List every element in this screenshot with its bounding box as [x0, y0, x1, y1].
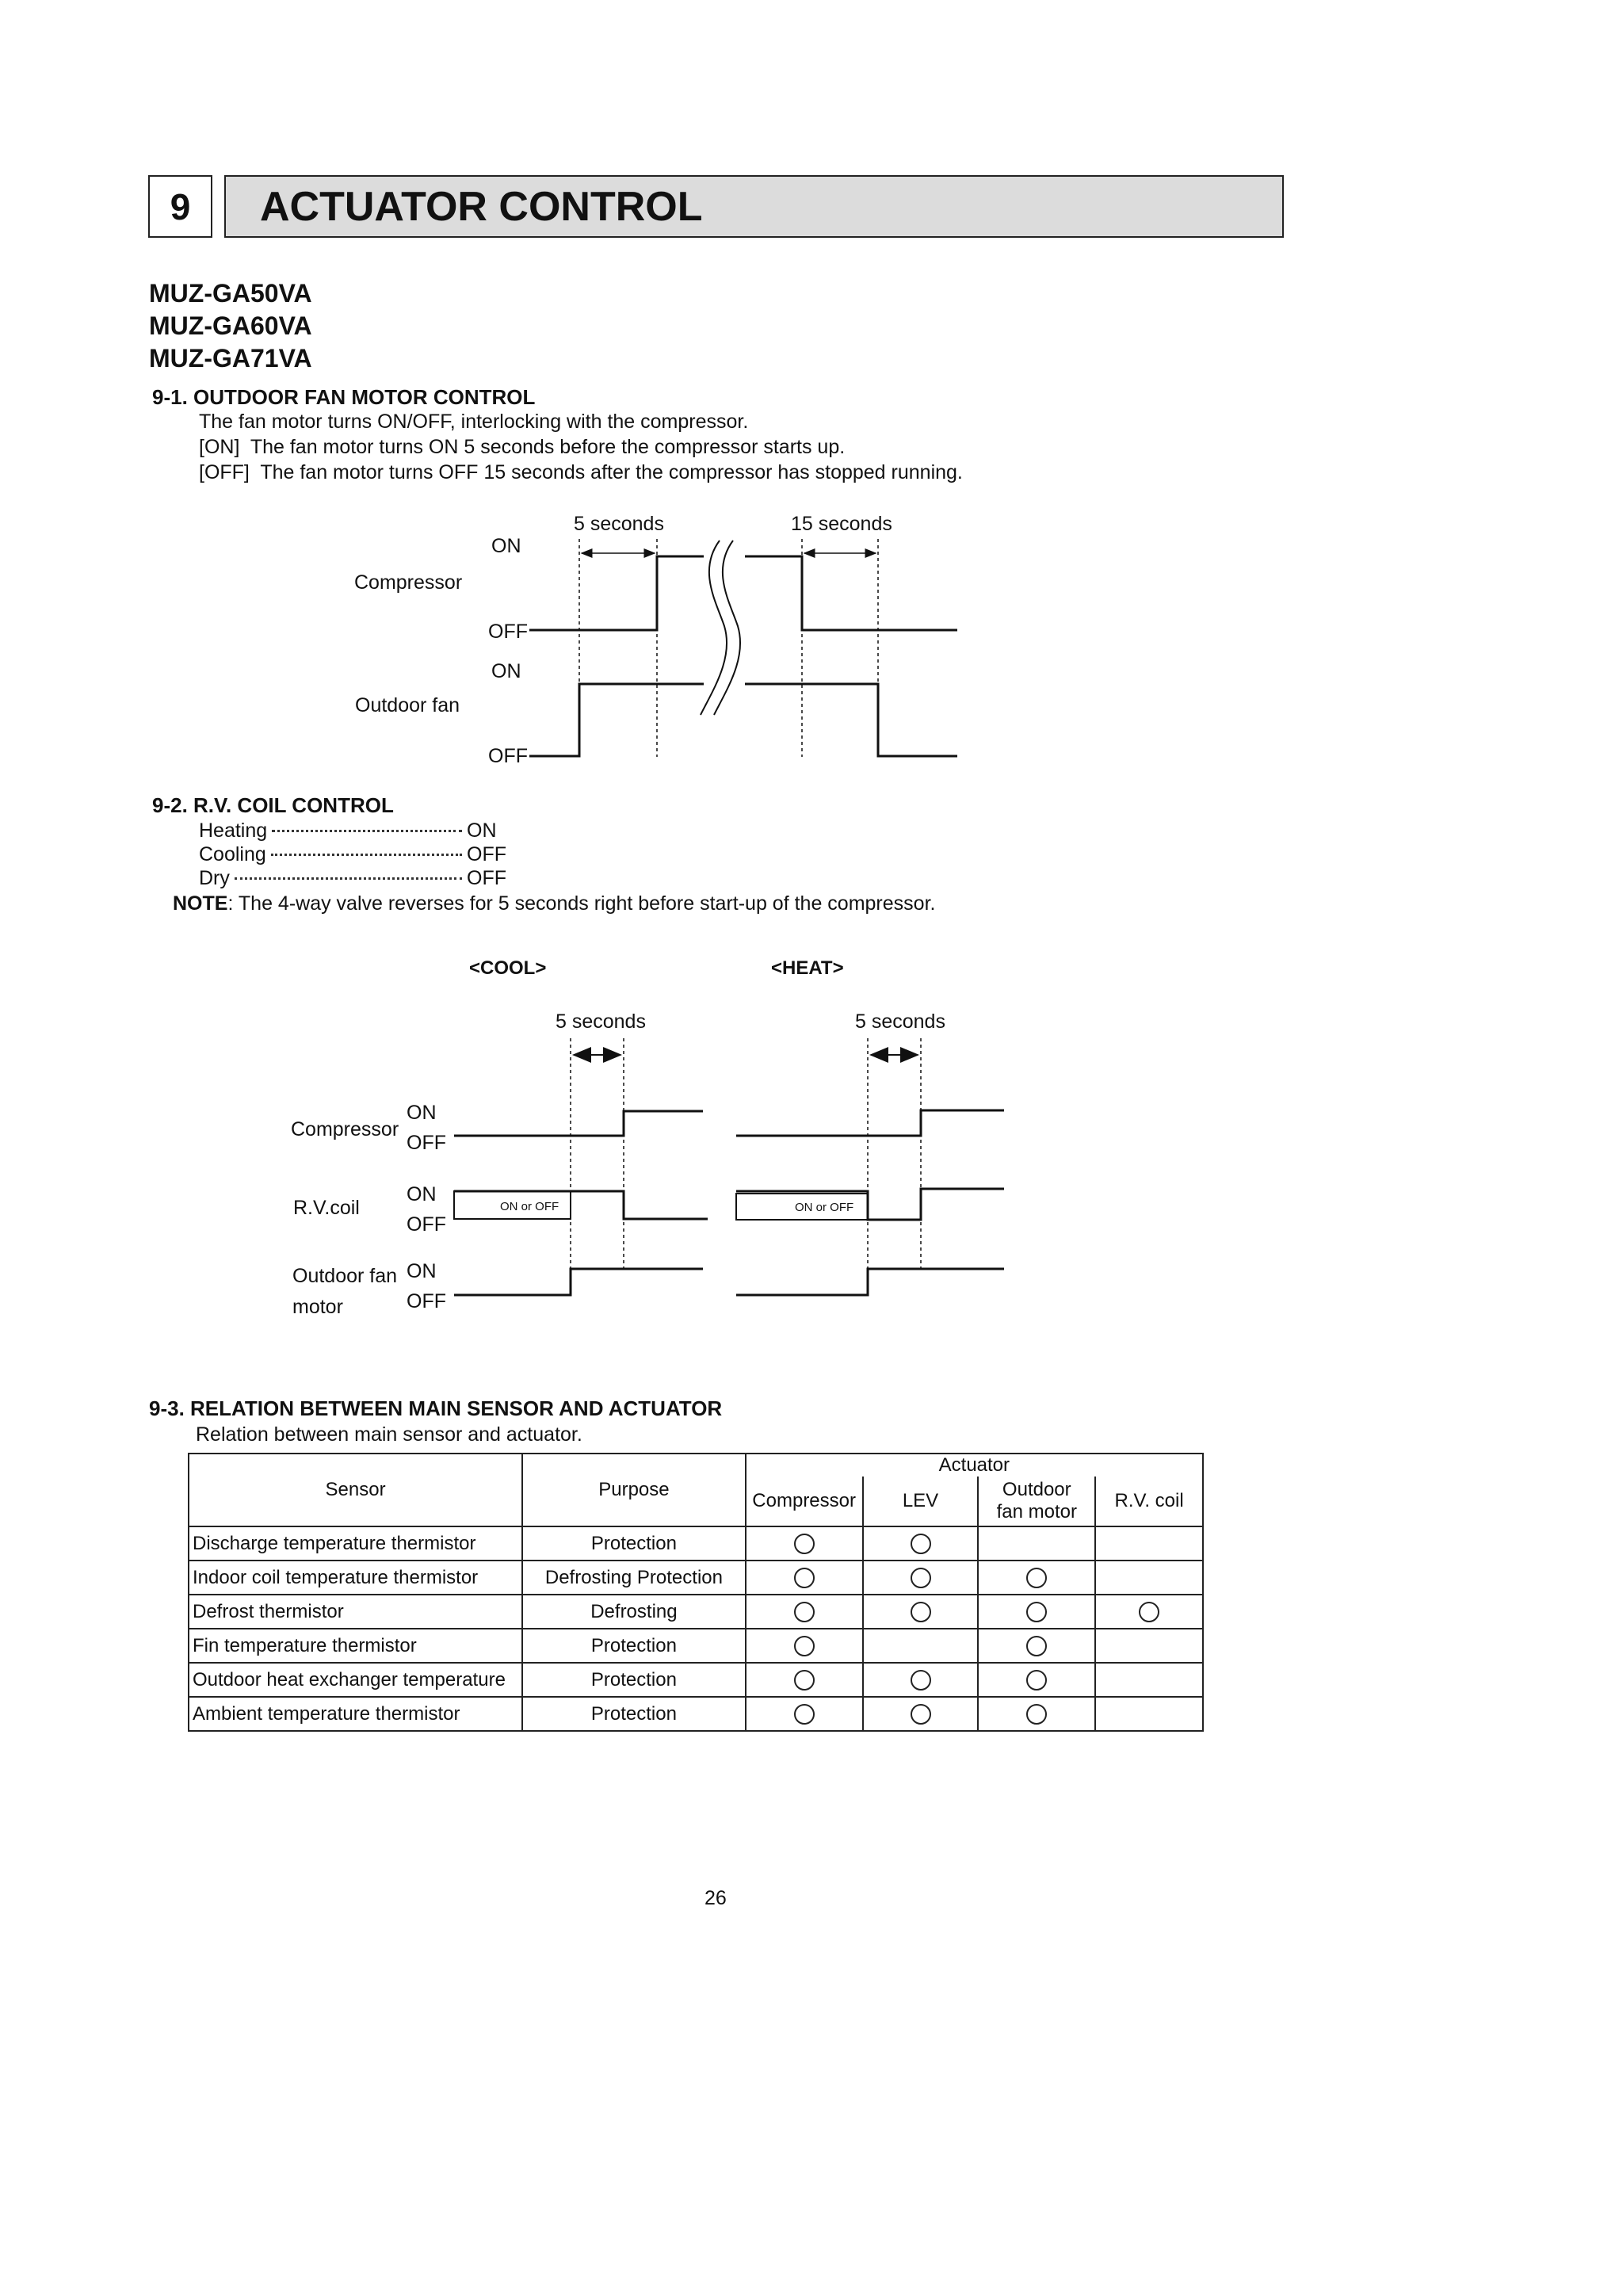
sensor-actuator-table: [188, 1453, 1204, 1732]
mode-label: Dry: [199, 867, 230, 889]
actuator-cell: [863, 1526, 979, 1561]
sensor-cell: Ambient temperature thermistor: [189, 1697, 522, 1731]
actuator-cell: [978, 1697, 1095, 1731]
header-fan-line1: Outdoor: [1002, 1479, 1071, 1500]
sensor-cell: Defrost thermistor: [189, 1595, 522, 1629]
table-row: [189, 1697, 1203, 1731]
table-row: [189, 1663, 1203, 1697]
actuator-cell: [1095, 1526, 1203, 1561]
actuator-cell: [978, 1629, 1095, 1663]
circle-mark-icon: [1026, 1602, 1047, 1622]
label-compressor-on: ON: [491, 535, 521, 557]
model-name: MUZ-GA50VA: [149, 279, 312, 308]
text-line: [OFF] The fan motor turns OFF 15 seconds after the compressor has stopped running.: [199, 461, 963, 483]
heading-9-3: 9-3. RELATION BETWEEN MAIN SENSOR AND ACTUATOR: [149, 1396, 723, 1420]
heading-9-2: 9-2. R.V. COIL CONTROL: [152, 793, 394, 817]
sensor-cell: Discharge temperature thermistor: [189, 1526, 522, 1561]
table-row: [189, 1561, 1203, 1595]
table-row: [189, 1526, 1203, 1561]
label-on-or-off: ON or OFF: [795, 1201, 854, 1214]
actuator-cell: [863, 1629, 979, 1663]
actuator-cell: [863, 1697, 979, 1731]
circle-mark-icon: [1026, 1704, 1047, 1725]
circle-mark-icon: [911, 1704, 931, 1725]
label-cool-seconds: 5 seconds: [556, 1010, 646, 1033]
purpose-cell: Protection: [522, 1526, 746, 1561]
label-heat-seconds: 5 seconds: [855, 1010, 945, 1033]
actuator-cell: [1095, 1629, 1203, 1663]
circle-mark-icon: [794, 1636, 815, 1656]
label-on-or-off: ON or OFF: [500, 1200, 559, 1213]
header-actuator: Actuator: [746, 1454, 1203, 1477]
header-lev: LEV: [863, 1477, 979, 1526]
circle-mark-icon: [794, 1534, 815, 1554]
label-rv-coil: R.V.coil: [293, 1197, 360, 1219]
purpose-cell: Protection: [522, 1663, 746, 1697]
circle-mark-icon: [794, 1568, 815, 1588]
actuator-cell: [978, 1595, 1095, 1629]
actuator-cell: [746, 1697, 863, 1731]
actuator-cell: [863, 1595, 979, 1629]
sensor-cell: Outdoor heat exchanger temperature: [189, 1663, 522, 1697]
actuator-cell: [1095, 1697, 1203, 1731]
circle-mark-icon: [911, 1602, 931, 1622]
circle-mark-icon: [1139, 1602, 1159, 1622]
label-motor: motor: [292, 1296, 343, 1318]
actuator-cell: [863, 1561, 979, 1595]
section-title: ACTUATOR CONTROL: [224, 175, 1284, 238]
actuator-cell: [978, 1526, 1095, 1561]
label-compressor-off: OFF: [488, 621, 528, 643]
circle-mark-icon: [1026, 1670, 1047, 1690]
actuator-cell: [746, 1595, 863, 1629]
sensor-cell: Indoor coil temperature thermistor: [189, 1561, 522, 1595]
label-fan-on: ON: [407, 1260, 437, 1282]
actuator-cell: [863, 1663, 979, 1697]
sensor-cell: Fin temperature thermistor: [189, 1629, 522, 1663]
actuator-cell: [1095, 1663, 1203, 1697]
mode-value: OFF: [467, 843, 506, 865]
circle-mark-icon: [794, 1670, 815, 1690]
model-name: MUZ-GA60VA: [149, 311, 312, 340]
actuator-cell: [746, 1629, 863, 1663]
actuator-cell: [746, 1561, 863, 1595]
purpose-cell: Protection: [522, 1697, 746, 1731]
heading-9-1: 9-1. OUTDOOR FAN MOTOR CONTROL: [152, 385, 536, 409]
actuator-cell: [746, 1526, 863, 1561]
header-outdoor-fan-motor: [978, 1477, 1095, 1526]
circle-mark-icon: [911, 1670, 931, 1690]
header-compressor: Compressor: [746, 1477, 863, 1526]
circle-mark-icon: [1026, 1636, 1047, 1656]
text-line: [ON] The fan motor turns ON 5 seconds before the compressor starts up.: [199, 436, 846, 458]
text-line: The fan motor turns ON/OFF, interlocking with the compressor.: [199, 411, 749, 433]
label-cool: <COOL>: [469, 957, 547, 979]
circle-mark-icon: [1026, 1568, 1047, 1588]
actuator-cell: [746, 1663, 863, 1697]
label-compressor-on: ON: [407, 1102, 437, 1124]
mode-label: Heating: [199, 819, 268, 842]
circle-mark-icon: [794, 1602, 815, 1622]
table-header-row: [189, 1454, 1203, 1477]
purpose-cell: Defrosting: [522, 1595, 746, 1629]
label-rv-on: ON: [407, 1183, 437, 1205]
label-outdoor-fan: Outdoor fan: [355, 694, 460, 716]
actuator-cell: [1095, 1561, 1203, 1595]
note-label: NOTE: [173, 892, 228, 915]
label-compressor-off: OFF: [407, 1132, 446, 1154]
label-15-seconds: 15 seconds: [791, 513, 892, 535]
circle-mark-icon: [911, 1534, 931, 1554]
table-row: [189, 1629, 1203, 1663]
actuator-cell: [1095, 1595, 1203, 1629]
section-number: 9: [148, 175, 212, 238]
label-fan-on: ON: [491, 660, 521, 682]
circle-mark-icon: [794, 1704, 815, 1725]
label-heat: <HEAT>: [771, 957, 844, 979]
mode-value: OFF: [467, 867, 506, 889]
label-compressor: Compressor: [291, 1118, 399, 1140]
page-number: 26: [704, 1887, 727, 1909]
label-fan-off: OFF: [407, 1290, 446, 1312]
circle-mark-icon: [911, 1568, 931, 1588]
header-purpose: Purpose: [522, 1454, 746, 1526]
model-name: MUZ-GA71VA: [149, 344, 312, 372]
mode-label: Cooling: [199, 843, 266, 865]
table-intro: Relation between main sensor and actuator.: [196, 1423, 582, 1446]
label-compressor: Compressor: [354, 571, 463, 594]
label-outdoor-fan: Outdoor fan: [292, 1265, 398, 1287]
actuator-cell: [978, 1561, 1095, 1595]
table-row: [189, 1595, 1203, 1629]
purpose-cell: Defrosting Protection: [522, 1561, 746, 1595]
purpose-cell: Protection: [522, 1629, 746, 1663]
label-5-seconds: 5 seconds: [574, 513, 664, 535]
mode-value: ON: [467, 819, 497, 842]
header-rv-coil: R.V. coil: [1095, 1477, 1203, 1526]
note-text: : The 4-way valve reverses for 5 seconds right before start-up of the compressor.: [227, 892, 936, 915]
header-fan-line2: fan motor: [996, 1501, 1077, 1522]
actuator-cell: [978, 1663, 1095, 1697]
label-rv-off: OFF: [407, 1213, 446, 1236]
header-sensor: Sensor: [189, 1454, 522, 1526]
label-fan-off: OFF: [488, 745, 528, 767]
